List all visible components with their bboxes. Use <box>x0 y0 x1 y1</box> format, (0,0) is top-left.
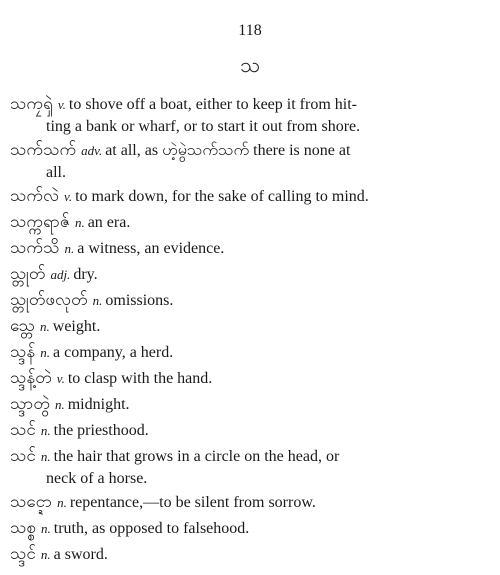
entry-headword: သ္ဒန့်တဲ <box>10 368 52 387</box>
dictionary-entry <box>0 314 500 340</box>
entry-headword: သက်လဲ <box>10 186 60 205</box>
entry-part-of-speech: adv. <box>81 143 103 158</box>
entry-headword: သ္တုတ် <box>10 264 46 283</box>
entry-headword: သင် <box>10 446 36 465</box>
entry-definition-line: the hair that grows in a circle on the head, or <box>53 448 340 465</box>
entry-part-of-speech: n. <box>40 547 51 562</box>
entry-definition-line: to mark down, for the sake of calling to mind. <box>75 188 369 205</box>
entry-definition-line: a witness, an evidence. <box>77 240 225 257</box>
entry-definition-line: truth, as opposed to falsehood. <box>53 520 250 537</box>
entry-headword: သကၠၡဲ <box>10 94 53 113</box>
entry-definition-line: ting a bank or wharf, or to start it out from shore. <box>46 118 361 135</box>
entry-definition-line: an era. <box>87 214 131 231</box>
dictionary-entry <box>0 92 500 138</box>
dictionary-entry <box>0 418 500 444</box>
dictionary-entry <box>0 138 500 184</box>
dictionary-entry <box>0 542 500 568</box>
entry-definition-line: repentance,—to be silent from sorrow. <box>69 494 316 511</box>
entry-definition-line: neck of a horse. <box>46 470 148 487</box>
dictionary-entry <box>0 262 500 288</box>
page-number: 118 <box>238 22 262 39</box>
section-letter: သ <box>239 53 261 77</box>
entry-part-of-speech: n. <box>41 521 51 536</box>
entry-definition-line: at all, as ဟဲ့မွဲသက်သက် there is none at <box>105 142 351 159</box>
entry-headword: သင္ဍော <box>10 492 53 511</box>
entry-definition-line: weight. <box>52 318 101 335</box>
entry-part-of-speech: v. <box>57 97 66 112</box>
entry-headword: သ္ဒန် <box>10 342 36 361</box>
entry-part-of-speech: v. <box>56 371 65 386</box>
entry-part-of-speech: n. <box>64 241 75 256</box>
dictionary-entries <box>0 92 500 568</box>
dictionary-entry <box>0 516 500 542</box>
entry-headword: သစ္စ <box>10 518 36 537</box>
dictionary-entry <box>0 288 500 314</box>
entry-headword: သက်သိ <box>10 238 60 257</box>
entry-definition-line: all. <box>46 164 66 181</box>
dictionary-entry <box>0 392 500 418</box>
entry-part-of-speech: n. <box>57 495 67 510</box>
entry-part-of-speech: adj. <box>50 267 71 282</box>
entry-definition-line: the priesthood. <box>53 422 149 439</box>
dictionary-entry <box>0 236 500 262</box>
entry-headword: သင် <box>10 420 36 439</box>
entry-headword: သ္ဒာတွဲ <box>10 394 50 413</box>
dictionary-entry <box>0 366 500 392</box>
entry-definition-line: to shove off a boat, either to keep it from hit- <box>68 96 357 113</box>
entry-definition-line: midnight. <box>67 396 130 413</box>
dictionary-entry <box>0 184 500 210</box>
entry-part-of-speech: n. <box>40 319 50 334</box>
entry-headword: သက္ကရာဇ် <box>10 212 70 231</box>
dictionary-entry <box>0 210 500 236</box>
entry-definition-line: omissions. <box>105 292 174 309</box>
entry-headword: သ္ဒင် <box>10 544 36 563</box>
entry-part-of-speech: n. <box>54 397 65 412</box>
entry-part-of-speech: n. <box>74 215 85 230</box>
entry-part-of-speech: n. <box>92 293 103 308</box>
entry-headword: သက်သက် <box>10 140 77 159</box>
entry-definition-line: dry. <box>73 266 98 283</box>
dictionary-entry <box>0 340 500 366</box>
entry-definition-line: a company, a herd. <box>52 344 174 361</box>
entry-headword: သ္တေ <box>10 316 36 335</box>
entry-part-of-speech: n. <box>40 449 51 464</box>
dictionary-entry <box>0 490 500 516</box>
entry-part-of-speech: v. <box>64 189 73 204</box>
entry-part-of-speech: n. <box>40 345 50 360</box>
entry-headword: သ္တုတ်ဖလုတ် <box>10 290 88 309</box>
entry-definition-line: to clasp with the hand. <box>67 370 213 387</box>
entry-definition-line: a sword. <box>53 546 108 563</box>
dictionary-entry <box>0 444 500 490</box>
entry-part-of-speech: n. <box>40 423 51 438</box>
